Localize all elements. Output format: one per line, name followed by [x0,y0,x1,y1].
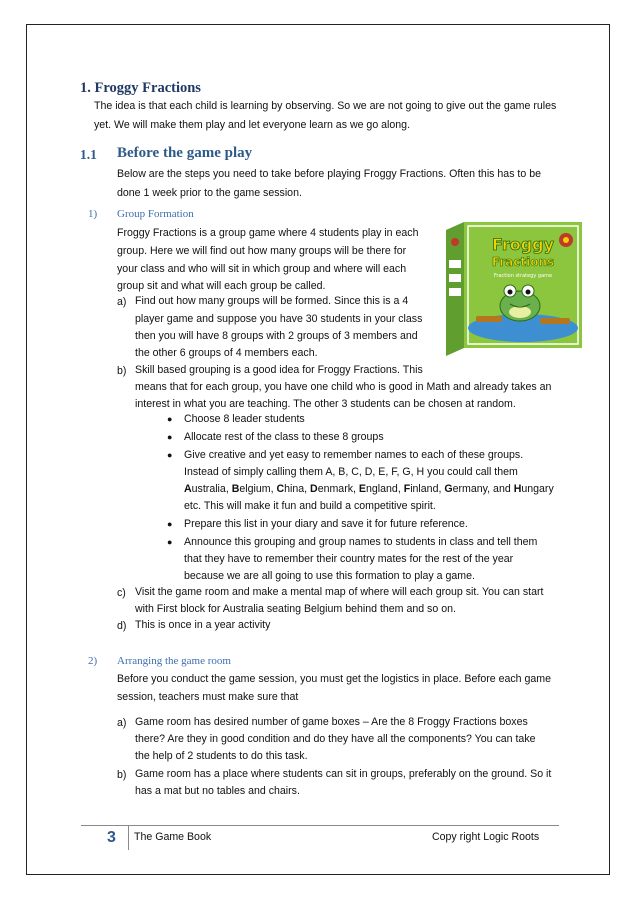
section-heading: 1. Froggy Fractions [80,80,201,96]
bullet-icon: ● [167,432,173,442]
bullet-icon: ● [167,537,173,547]
log-shape [540,318,570,324]
paragraph-line: group sit and what will each group be called. [117,280,326,292]
log-shape [476,316,502,322]
list-label: b) [117,365,127,377]
list-item-line: then you will have 8 groups with 2 groups of 3 members and [135,330,418,342]
step-heading: Group Formation [117,208,194,220]
list-item-line: the other 6 groups of 4 members each. [135,347,318,359]
paragraph-line: Before you conduct the game session, you must get the logistics in place. Before each game [117,673,552,685]
bullet-text: Prepare this list in your diary and save it for future reference. [184,518,468,530]
subsection-number: 1.1 [80,147,97,162]
list-item-line: Find out how many groups will be formed. Since this is a 4 [135,295,409,307]
bullet-text: Announce this grouping and group names to students in class and tell them [184,536,538,548]
paragraph-line: Froggy Fractions is a group game where 4 students play in each [117,227,419,239]
paragraph-line: The idea is that each child is learning by observing. So we are not going to give out the game rules [94,100,557,112]
list-item-line: means that for each group, you have one child who is good in Math and already takes an [135,381,552,393]
list-item-line: there? Are they in good condition and do they have all the components? You can take [135,733,536,745]
bullet-text: that they have to remember their country mates for the rest of the year [184,553,514,565]
step-number: 2) [88,655,98,667]
list-item-line: with First block for Australia seating Belgium behind them and so on. [135,603,456,615]
list-item-line: interest in what you are teaching. The other 3 students can be chosen at random. [135,398,516,410]
list-item-line: Game room has a place where students can sit in groups, preferably on the ground. So it [135,768,552,780]
country-list: Australia, Belgium, China, Denmark, England, Finland, Germany, and Hungary [184,483,554,495]
paragraph-line: Below are the steps you need to take before playing Froggy Fractions. Often this has to be [117,168,541,180]
footer-rule [81,825,559,826]
list-label: d) [117,620,127,632]
list-item-line: Visit the game room and make a mental map of where will each group sit. You can start [135,586,544,598]
paragraph-line: group. Here we will find out how many groups will be there for [117,245,407,257]
paragraph-line: session, teachers must make sure that [117,691,299,703]
bullet-text: Give creative and yet easy to remember names to each of these groups. [184,449,524,461]
box-tagline: Fraction strategy game [493,273,553,279]
step-number: 1) [88,208,98,220]
list-item-line: has a mat but no tables and chairs. [135,785,300,797]
bullet-text: etc. This will make it fun and build a competitive spirit. [184,500,436,512]
list-label: a) [117,717,127,729]
list-label: c) [117,587,126,599]
paragraph-line: done 1 week prior to the game session. [117,187,302,199]
bullet-icon: ● [167,414,173,424]
list-label: b) [117,769,127,781]
bullet-text: because we are all going to use this formation to play a game. [184,570,475,582]
box-brand-line1: Froggy [491,235,555,254]
subsection-heading: Before the game play [117,145,253,161]
list-item-line: This is once in a year activity [135,619,271,631]
list-label: a) [117,296,127,308]
footer-title: The Game Book [134,831,212,843]
footer-copyright: Copy right Logic Roots [432,831,540,843]
bullet-icon: ● [167,519,173,529]
bullet-icon: ● [167,450,173,460]
froggy-fractions-box-image [440,220,590,362]
bullet-text: Allocate rest of the class to these 8 groups [184,431,384,443]
box-brand-line2: Fractions [491,255,555,269]
list-item-line: Game room has desired number of game boxes – Are the 8 Froggy Fractions boxes [135,716,528,728]
step-heading: Arranging the game room [117,655,231,667]
footer-divider [128,826,129,850]
page-number: 3 [107,829,116,846]
list-item-line: player game and suppose you have 30 students in your class [135,313,423,325]
bullet-text: Instead of simply calling them A, B, C, D, E, F, G, H you could call them [184,466,518,478]
paragraph-line: your class and who will sit in which group and where will each [117,263,407,275]
bullet-text: Choose 8 leader students [184,413,305,425]
list-item-line: the help of 2 students to do this task. [135,750,308,762]
paragraph-line: yet. We will make them play and let everyone learn as we go along. [94,119,411,131]
list-item-line: Skill based grouping is a good idea for Froggy Fractions. This [135,364,423,376]
